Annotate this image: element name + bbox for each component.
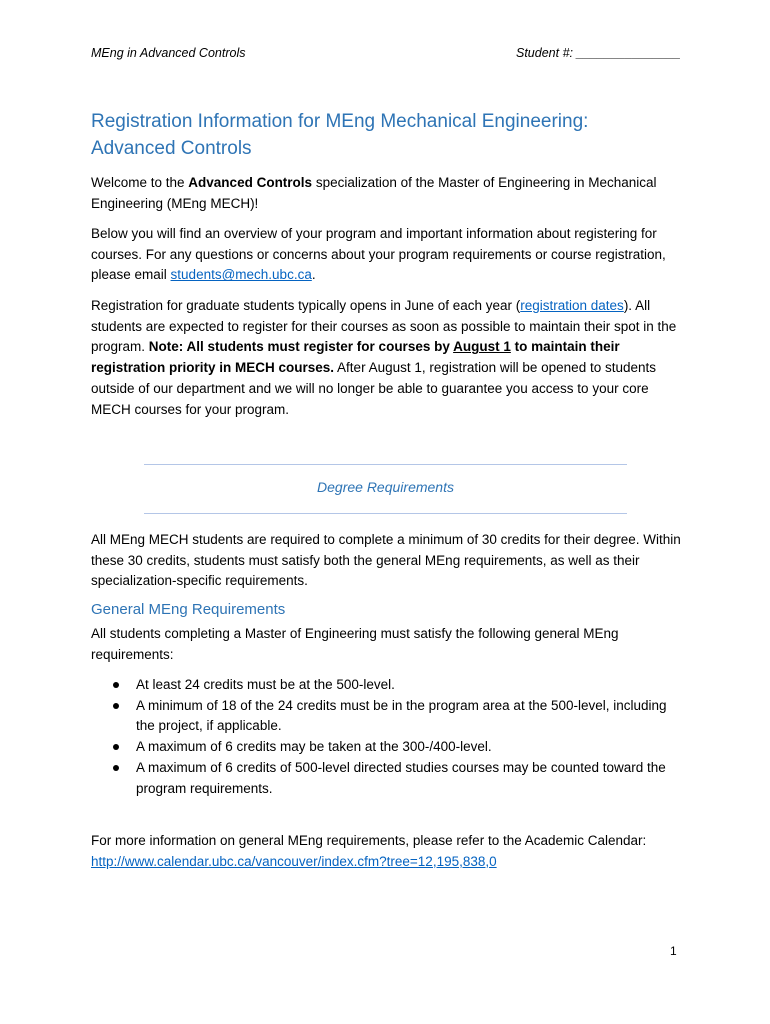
registration-paragraph bbox=[91, 296, 681, 420]
registration-text-c: After August 1, registration will be opened to students outside of our department and we will no longer be able to guarantee you access to your core MECH courses for your program. bbox=[91, 360, 656, 417]
registration-text-a: Registration for graduate students typically opens in June of each year ( bbox=[91, 298, 521, 313]
title-line-1: Registration Information for MEng Mechanical Engineering: bbox=[91, 111, 589, 132]
email-link[interactable]: students@mech.ubc.ca bbox=[170, 267, 312, 283]
degree-requirements-heading: Degree Requirements bbox=[317, 479, 454, 495]
header-student-number: Student #: _______________ bbox=[516, 46, 681, 60]
welcome-text-a: Welcome to the bbox=[91, 175, 189, 190]
page-number: 1 bbox=[670, 944, 677, 958]
bullet-icon bbox=[113, 703, 119, 709]
list-item bbox=[91, 737, 681, 758]
overview-text-end: . bbox=[311, 267, 316, 283]
welcome-paragraph bbox=[91, 173, 681, 214]
list-item-text: A minimum of 18 of the 24 credits must be in the program area at the 500-level, including the project, if applicable. bbox=[136, 697, 667, 734]
note-text-a: Note: All students must register for courses by bbox=[148, 339, 454, 355]
page-title bbox=[91, 108, 711, 162]
overview-text: Below you will find an overview of your program and important information about registering for courses. For any questions or concerns about your program requirements or course registration, please email bbox=[91, 226, 666, 283]
title-line-2: Advanced Controls bbox=[91, 138, 252, 159]
requirements-list bbox=[91, 675, 681, 799]
list-item bbox=[91, 696, 681, 737]
list-item bbox=[91, 675, 681, 696]
general-intro-paragraph: All students completing a Master of Engineering must satisfy the following general MEng requirements: bbox=[91, 626, 619, 662]
note-deadline: August 1 bbox=[453, 339, 511, 355]
section-divider-bottom bbox=[144, 513, 627, 514]
list-item-text: At least 24 credits must be at the 500-level. bbox=[136, 677, 395, 692]
welcome-text-b: specialization of the Master of Engineering in Mechanical Engineering (MEng MECH)! bbox=[91, 175, 657, 211]
welcome-text-bold: Advanced Controls bbox=[188, 175, 313, 190]
section-divider-top bbox=[144, 464, 627, 465]
more-info-text: For more information on general MEng requirements, please refer to the Academic Calendar: bbox=[91, 833, 647, 848]
degree-intro-paragraph: All MEng MECH students are required to complete a minimum of 30 credits for their degree. Within these 30 credits, students must satisfy both the general MEng requirements, as well as their specialization-specific requirements. bbox=[91, 532, 681, 589]
general-requirements-heading: General MEng Requirements bbox=[91, 601, 286, 618]
registration-text-b: ). All students are expected to register for their courses as soon as possible to maintain their spot in the program. bbox=[91, 298, 677, 355]
overview-paragraph bbox=[91, 224, 681, 286]
bullet-icon bbox=[113, 744, 119, 750]
more-info-paragraph bbox=[91, 831, 681, 872]
bullet-icon bbox=[113, 765, 119, 771]
note-text-b: to maintain their registration priority in MECH courses. bbox=[91, 339, 620, 376]
list-item-text: A maximum of 6 credits may be taken at the 300-/400-level. bbox=[136, 739, 492, 755]
list-item bbox=[91, 758, 681, 799]
registration-dates-link[interactable]: registration dates bbox=[520, 298, 624, 313]
header-program: MEng in Advanced Controls bbox=[91, 46, 246, 60]
list-item-text: A maximum of 6 credits of 500-level directed studies courses may be counted toward the program requirements. bbox=[136, 759, 666, 796]
bullet-icon bbox=[113, 682, 119, 688]
academic-calendar-link[interactable]: http://www.calendar.ubc.ca/vancouver/index.cfm?tree=12,195,838,0 bbox=[91, 853, 497, 869]
